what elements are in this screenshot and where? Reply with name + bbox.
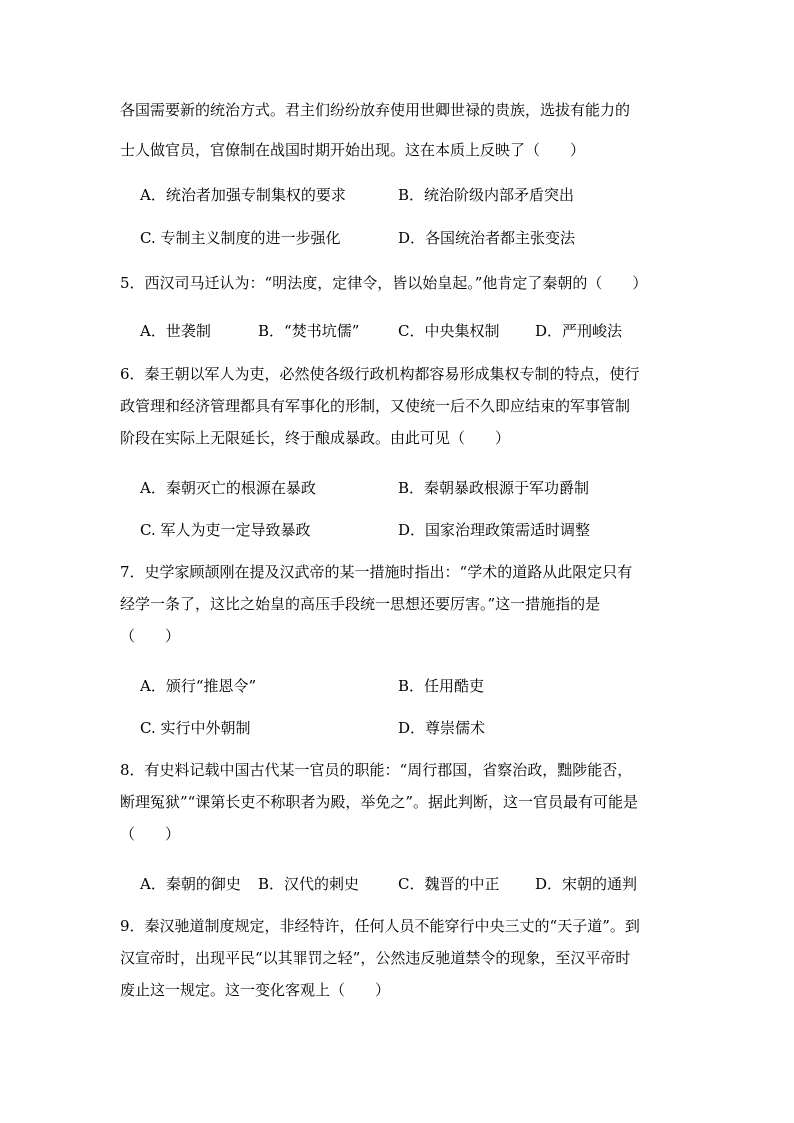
q8-option-c: C．魏晋的中正 — [398, 875, 500, 893]
q8-option-b: B．汉代的刺史 — [258, 875, 360, 893]
q7-line-2: 经学一条了，这比之始皇的高压手段统一思想还要厉害。”这一措施指的是 — [120, 595, 601, 613]
q6-line-2: 政管理和经济管理都具有军事化的形制，又使统一后不久即应结束的军事管制 — [120, 397, 631, 415]
q9-line-2: 汉宣帝时，出现平民“以其罪罚之轻”，公然违反驰道禁令的现象，至汉平帝时 — [120, 949, 631, 967]
q8-line-1: 8．有史料记载中国古代某一官员的职能：“周行郡国，省察治政，黜陟能否， — [120, 761, 633, 779]
q6-line-3: 阶段在实际上无限延长，终于酿成暴政。由此可见（ ） — [120, 429, 511, 447]
q8-option-a: A．秦朝的御史 — [140, 875, 241, 893]
q4-line-2: 士人做官员，官僚制在战国时期开始出现。这在本质上反映了（ ） — [120, 141, 586, 159]
q9-line-1: 9．秦汉驰道制度规定，非经特许，任何人员不能穿行中央三丈的“天子道”。到 — [120, 917, 640, 935]
q6-option-d: D．国家治理政策需适时调整 — [398, 521, 591, 539]
q7-option-b: B．任用酷吏 — [398, 677, 485, 695]
q7-line-3: （ ） — [120, 627, 181, 645]
q5-option-b: B．“焚书坑儒” — [258, 322, 360, 340]
q5-option-d: D．严刑峻法 — [535, 322, 623, 340]
q4-line-1: 各国需要新的统治方式。君主们纷纷放弃使用世卿世禄的贵族，选拔有能力的 — [120, 101, 631, 119]
q4-option-d: D．各国统治者都主张变法 — [398, 229, 576, 247]
q8-line-2: 断理冤狱”“课第长吏不称职者为殿，举免之”。据此判断，这一官员最有可能是 — [120, 793, 639, 811]
q8-option-d: D．宋朝的通判 — [535, 875, 638, 893]
q5-line-1: 5．西汉司马迁认为：“明法度，定律令，皆以始皇起。”他肯定了秦朝的（ ） — [120, 274, 648, 292]
q6-option-a: A．秦朝灭亡的根源在暴政 — [140, 479, 316, 497]
q4-option-a: A．统治者加强专制集权的要求 — [140, 186, 346, 204]
q6-option-c: C. 军人为吏一定导致暴政 — [140, 521, 311, 539]
q7-line-1: 7．史学家顾颉刚在提及汉武帝的某一措施时指出：“学术的道路从此限定只有 — [120, 563, 633, 581]
q7-option-d: D．尊崇儒术 — [398, 719, 486, 737]
q8-line-3: （ ） — [120, 825, 181, 843]
q5-option-c: C．中央集权制 — [398, 322, 500, 340]
q9-line-3: 废止这一规定。这一变化客观上（ ） — [120, 981, 391, 999]
q7-option-c: C. 实行中外朝制 — [140, 719, 251, 737]
q5-option-a: A．世袭制 — [140, 322, 211, 340]
q6-line-1: 6．秦王朝以军人为吏，必然使各级行政机构都容易形成集权专制的特点，使行 — [120, 365, 640, 383]
q6-option-b: B．秦朝暴政根源于军功爵制 — [398, 479, 590, 497]
q7-option-a: A．颁行“推恩令” — [140, 677, 257, 695]
q4-option-b: B．统治阶级内部矛盾突出 — [398, 186, 575, 204]
q4-option-c: C. 专制主义制度的进一步强化 — [140, 229, 341, 247]
